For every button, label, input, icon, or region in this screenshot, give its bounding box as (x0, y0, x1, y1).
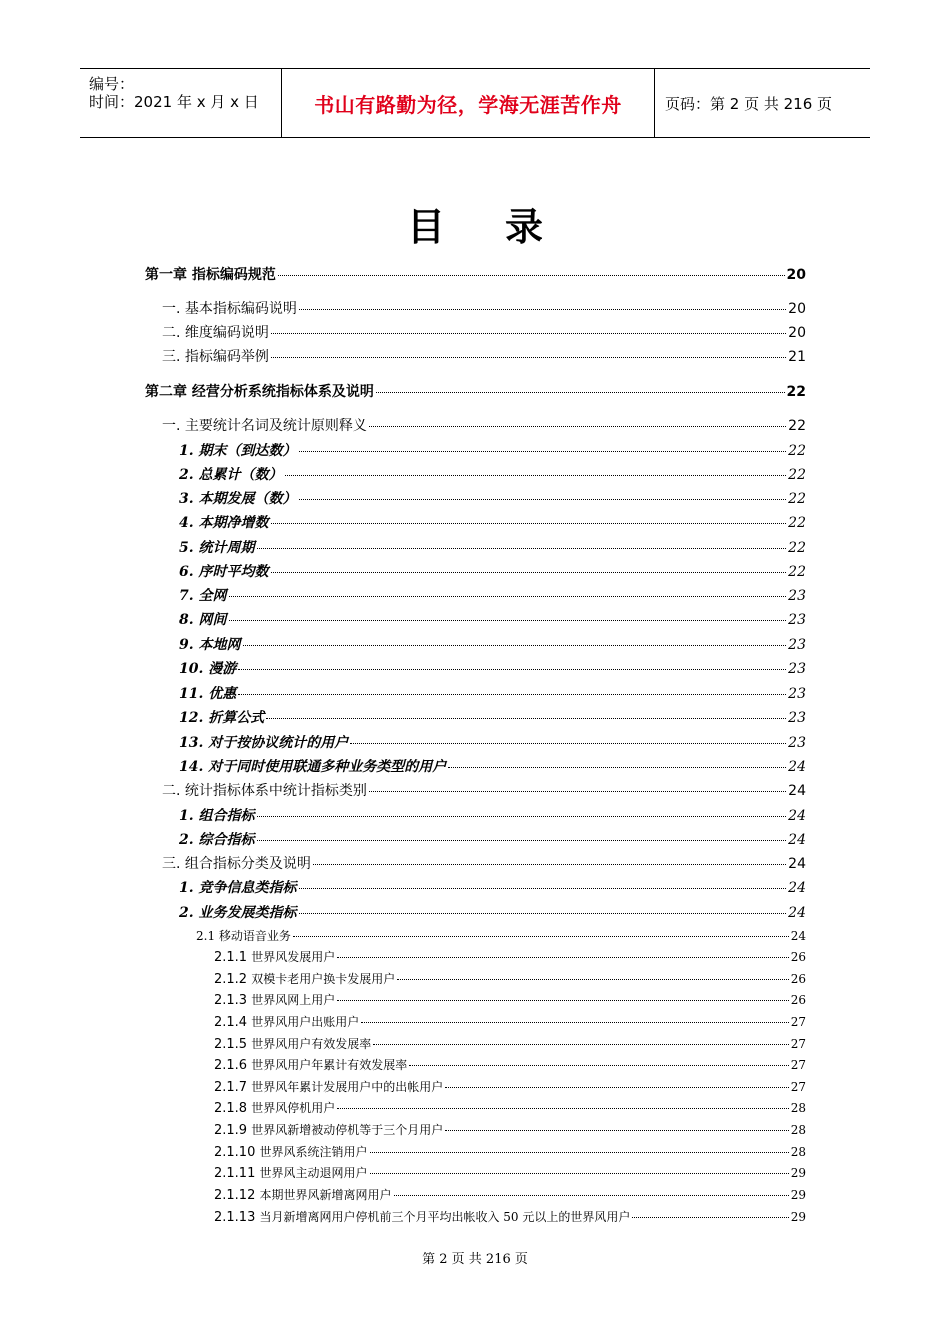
toc-entry-title: 3. 本期发展（数） (179, 491, 297, 507)
toc-entry-title: 2.1 移动语音业务 (196, 929, 291, 943)
toc-dot-leader (370, 1152, 789, 1153)
toc-entry-title: 9. 本地网 (179, 637, 241, 653)
toc-entry[interactable] (179, 537, 806, 557)
toc-dot-leader (257, 816, 787, 817)
toc-dot-leader (299, 309, 786, 310)
toc-page-number: 23 (788, 661, 806, 677)
toc-entry[interactable] (179, 585, 806, 605)
toc-entry[interactable] (179, 902, 806, 922)
toc-entry-title: 14. 对于同时使用联通多种业务类型的用户 (179, 759, 447, 775)
toc-entry[interactable] (214, 1013, 806, 1030)
toc-entry-title: 一. 基本指标编码说明 (162, 301, 297, 317)
toc-page-number: 24 (788, 880, 806, 896)
toc-page-number: 20 (788, 301, 806, 317)
toc-entry-title: 5. 统计周期 (179, 540, 255, 556)
toc-entry-title: 12. 折算公式 (179, 710, 265, 726)
toc-entry[interactable] (214, 1208, 806, 1225)
toc-dot-leader (243, 645, 787, 646)
toc-page-number: 27 (790, 1015, 806, 1029)
toc-page-number: 22 (788, 515, 806, 531)
toc-page-number: 20 (786, 267, 806, 283)
header-page-info: 页码：第 2 页 共 216 页 (665, 94, 833, 113)
toc-dot-leader (448, 767, 786, 768)
toc-dot-leader (266, 718, 786, 719)
toc-page-number: 26 (790, 993, 806, 1007)
toc-entry-title: 2.1.12 本期世界风新增离网用户 (214, 1188, 392, 1203)
toc-page-number: 23 (788, 612, 806, 628)
toc-dot-leader (337, 1000, 788, 1001)
toc-entry[interactable] (162, 853, 806, 873)
toc-page-number: 28 (790, 1101, 806, 1115)
toc-page-number: 22 (786, 384, 806, 400)
toc-entry-number: 2.1.2 (214, 972, 252, 987)
toc-entry[interactable] (145, 381, 806, 401)
toc-page-number: 22 (788, 491, 806, 507)
toc-dot-leader (409, 1065, 788, 1066)
toc-page-number: 22 (788, 443, 806, 459)
toc-dot-leader (271, 523, 787, 524)
toc-entry-title: 三. 组合指标分类及说明 (162, 856, 311, 872)
toc-dot-leader (299, 451, 787, 452)
toc-page-number: 28 (790, 1123, 806, 1137)
toc-dot-leader (257, 548, 787, 549)
toc-entry-title: 6. 序时平均数 (179, 564, 269, 580)
toc-entry-title: 2.1.1 世界风发展用户 (214, 950, 336, 965)
header-date-label: 时间：2021 年 x 月 x 日 (89, 93, 259, 111)
toc-entry-title: 7. 全网 (179, 588, 227, 604)
toc-dot-leader (271, 357, 786, 358)
toc-entry-title: 2.1.13 当月新增离网用户停机前三个月平均出帐收入 50 元以上的世界风用户 (214, 1210, 631, 1225)
toc-page-number: 24 (788, 783, 806, 799)
toc-entry[interactable] (179, 609, 806, 629)
toc-dot-leader (394, 1195, 789, 1196)
toc-entry[interactable] (179, 464, 806, 484)
toc-entry[interactable] (162, 415, 806, 435)
toc-entry[interactable] (179, 634, 806, 654)
toc-entry-title: 10. 漫游 (179, 661, 237, 677)
toc-dot-leader (229, 620, 787, 621)
toc-page-number: 22 (788, 564, 806, 580)
toc-page-number: 23 (788, 710, 806, 726)
toc-entry-title: 2.1.11 世界风主动退网用户 (214, 1166, 368, 1181)
toc-page-number: 24 (788, 905, 806, 921)
toc-page-number: 27 (790, 1058, 806, 1072)
toc-entry-title: 2. 综合指标 (179, 832, 255, 848)
toc-entry-number: 2.1.8 (214, 1101, 252, 1116)
toc-entry-number: 2.1.7 (214, 1080, 252, 1095)
toc-entry-title: 2.1.5 世界风用户有效发展率 (214, 1037, 372, 1052)
toc-page-number: 20 (788, 325, 806, 341)
toc-page-number: 29 (790, 1188, 806, 1202)
toc-entry-title: 1. 期末（到达数） (179, 443, 297, 459)
toc-entry[interactable] (179, 805, 806, 825)
toc-entry-title: 2.1.9 世界风新增被动停机等于三个月用户 (214, 1123, 444, 1138)
toc-entry[interactable] (179, 756, 806, 776)
toc-entry[interactable] (214, 1186, 806, 1203)
toc-dot-leader (313, 864, 786, 865)
toc-dot-leader (350, 743, 786, 744)
toc-entry-title: 2.1.4 世界风用户出账用户 (214, 1015, 360, 1030)
toc-entry[interactable] (179, 707, 806, 727)
toc-entry[interactable] (162, 322, 806, 342)
toc-page-number: 21 (788, 349, 806, 365)
toc-entry[interactable] (179, 732, 806, 752)
toc-page-number: 26 (790, 972, 806, 986)
toc-dot-leader (271, 333, 786, 334)
toc-page-number: 24 (788, 856, 806, 872)
toc-entry-number: 2.1.10 (214, 1145, 260, 1160)
toc-entry[interactable] (214, 948, 806, 965)
toc-dot-leader (299, 888, 787, 889)
toc-page-number: 22 (788, 540, 806, 556)
toc-entry-title: 一. 主要统计名词及统计原则释义 (162, 418, 367, 434)
toc-entry-number: 2.1.12 (214, 1188, 260, 1203)
toc-entry-title: 2.1.2 双模卡老用户换卡发展用户 (214, 972, 396, 987)
toc-dot-leader (376, 392, 785, 393)
toc-entry-title: 8. 网间 (179, 612, 227, 628)
toc-entry[interactable] (162, 780, 806, 800)
toc-page-number: 23 (788, 637, 806, 653)
toc-entry-title: 2.1.10 世界风系统注销用户 (214, 1145, 368, 1160)
toc-entry-number: 2.1.4 (214, 1015, 252, 1030)
toc-entry[interactable] (214, 1164, 806, 1181)
toc-dot-leader (397, 979, 788, 980)
toc-dot-leader (299, 499, 787, 500)
toc-dot-leader (361, 1022, 788, 1023)
toc-entry[interactable] (162, 346, 806, 366)
toc-dot-leader (373, 1044, 788, 1045)
toc-dot-leader (271, 572, 787, 573)
toc-entry[interactable] (179, 683, 806, 703)
toc-entry[interactable] (162, 298, 806, 318)
toc-page-number: 23 (788, 686, 806, 702)
toc-entry-title: 三. 指标编码举例 (162, 349, 269, 365)
toc-page-number: 23 (788, 588, 806, 604)
toc-entry-title: 11. 优惠 (179, 686, 237, 702)
toc-title: 目录 (406, 205, 603, 249)
toc-entry-title: 第二章 经营分析系统指标体系及说明 (145, 384, 374, 400)
toc-entry[interactable] (179, 658, 806, 678)
toc-entry-number: 2.1.13 (214, 1210, 260, 1225)
toc-entry[interactable] (214, 1099, 806, 1116)
toc-entry-title: 2. 总累计（数） (179, 467, 283, 483)
toc-entry-title: 2.1.8 世界风停机用户 (214, 1101, 336, 1116)
page-footer: 第 2 页 共 216 页 (422, 1252, 528, 1267)
toc-entry-title: 2. 业务发展类指标 (179, 905, 297, 921)
toc-entry-number: 2.1.1 (214, 950, 252, 965)
toc-entry-title: 二. 统计指标体系中统计指标类别 (162, 783, 367, 799)
toc-entry[interactable] (179, 512, 806, 532)
toc-dot-leader (445, 1087, 788, 1088)
toc-dot-leader (370, 1173, 789, 1174)
toc-entry[interactable] (179, 829, 806, 849)
toc-entry-title: 第一章 指标编码规范 (145, 267, 276, 283)
toc-dot-leader (285, 475, 787, 476)
toc-entry-title: 2.1.3 世界风网上用户 (214, 993, 336, 1008)
toc-entry[interactable] (214, 970, 806, 987)
toc-entry[interactable] (196, 927, 806, 944)
toc-page-number: 24 (790, 929, 806, 943)
toc-entry-title: 13. 对于按协议统计的用户 (179, 735, 349, 751)
toc-entry[interactable] (145, 264, 806, 284)
toc-entry[interactable] (214, 1078, 806, 1095)
toc-page-number: 26 (790, 950, 806, 964)
header-motto: 书山有路勤为径，学海无涯苦作舟 (314, 92, 622, 117)
toc-entry[interactable] (179, 561, 806, 581)
toc-entry[interactable] (214, 1056, 806, 1073)
toc-dot-leader (257, 840, 787, 841)
toc-entry-number: 2.1.3 (214, 993, 252, 1008)
header-code-label: 编号： (89, 75, 135, 93)
toc-dot-leader (238, 694, 786, 695)
toc-entry[interactable] (214, 1121, 806, 1138)
toc-dot-leader (337, 957, 788, 958)
toc-entry-title: 二. 维度编码说明 (162, 325, 269, 341)
toc-dot-leader (369, 426, 786, 427)
toc-entry[interactable] (179, 488, 806, 508)
toc-entry-number: 2.1.6 (214, 1058, 252, 1073)
toc-page-number: 24 (788, 808, 806, 824)
toc-dot-leader (293, 936, 789, 937)
toc-dot-leader (229, 596, 787, 597)
toc-page-number: 22 (788, 418, 806, 434)
toc-entry-number: 2.1.11 (214, 1166, 260, 1181)
toc-dot-leader (632, 1217, 788, 1218)
toc-page-number: 27 (790, 1080, 806, 1094)
toc-entry[interactable] (214, 1035, 806, 1052)
toc-entry-title: 4. 本期净增数 (179, 515, 269, 531)
toc-page-number: 22 (788, 467, 806, 483)
toc-dot-leader (278, 275, 785, 276)
toc-entry-number: 2.1.9 (214, 1123, 252, 1138)
toc-entry[interactable] (179, 440, 806, 460)
toc-dot-leader (445, 1130, 788, 1131)
toc-page-number: 24 (788, 759, 806, 775)
toc-dot-leader (299, 913, 787, 914)
toc-dot-leader (337, 1108, 788, 1109)
toc-entry-number: 2.1.5 (214, 1037, 252, 1052)
toc-dot-leader (238, 669, 786, 670)
toc-page-number: 27 (790, 1037, 806, 1051)
toc-entry-title: 2.1.6 世界风用户年累计有效发展率 (214, 1058, 408, 1073)
toc-page-number: 29 (790, 1210, 806, 1224)
toc-entry-title: 1. 组合指标 (179, 808, 255, 824)
toc-page-number: 29 (790, 1166, 806, 1180)
toc-dot-leader (369, 791, 786, 792)
toc-page-number: 24 (788, 832, 806, 848)
toc-entry-title: 2.1.7 世界风年累计发展用户中的出帐用户 (214, 1080, 444, 1095)
toc-entry[interactable] (214, 1143, 806, 1160)
toc-entry[interactable] (179, 877, 806, 897)
toc-page-number: 23 (788, 735, 806, 751)
toc-page-number: 28 (790, 1145, 806, 1159)
toc-entry[interactable] (214, 991, 806, 1008)
toc-entry-title: 1. 竞争信息类指标 (179, 880, 297, 896)
